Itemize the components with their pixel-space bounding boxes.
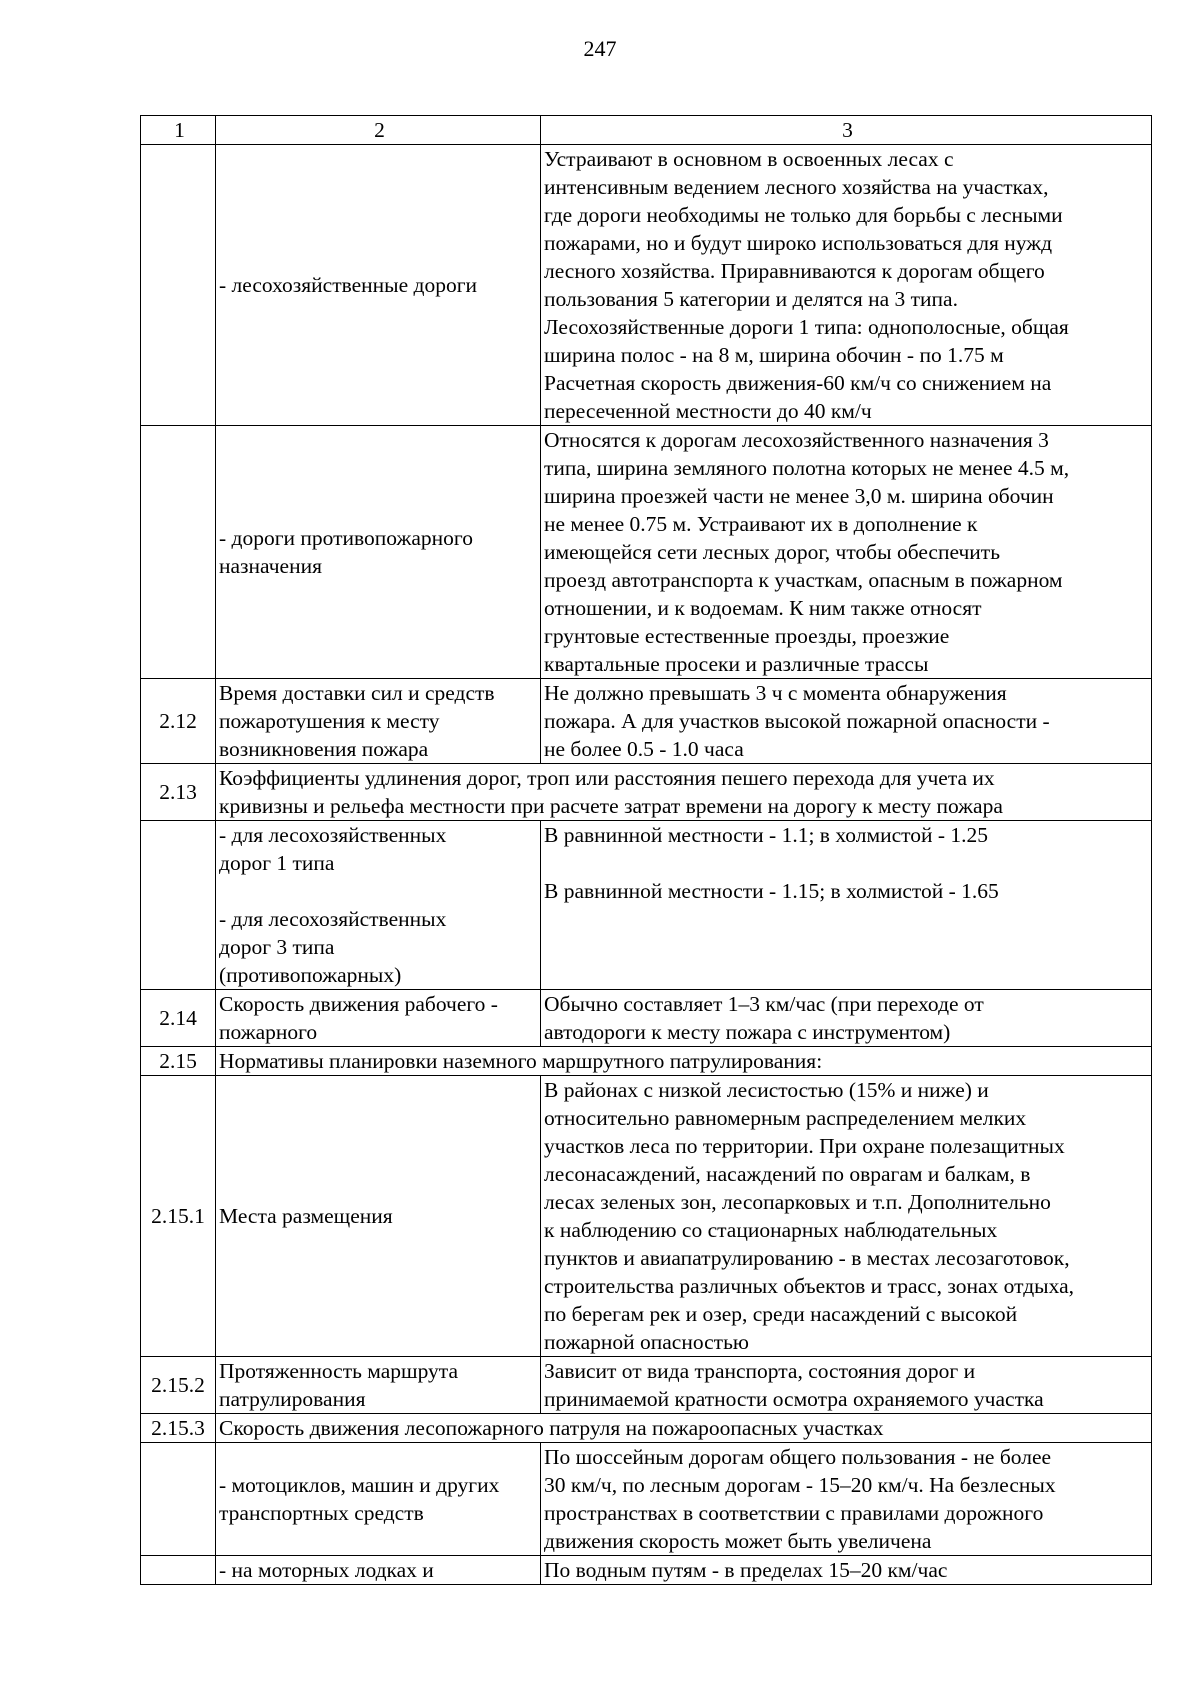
row-number: 2.13	[141, 764, 216, 821]
row-description: Относятся к дорогам лесохозяйственного назначения 3 типа, ширина земляного полотна которых не менее 4.5 м, ширина проезжей части не менее 3,0 м. ширина обочин не менее 0.75 м. Устраивают их в дополнение к имеющейся сети лесных дорог, чтобы обеспечить проезд автотранспорта к участкам, опасным в пожарном отношении, и к водоемам. К ним также относят грунтовые естественные проезды, проезжие квартальные просеки и различные трассы	[541, 426, 1152, 679]
row-number	[141, 145, 216, 426]
table-row	[141, 1443, 1152, 1556]
row-name: - для лесохозяйственных дорог 1 типа - для лесохозяйственных дорог 3 типа (противопожарных)	[216, 821, 541, 990]
page-number: 247	[583, 36, 617, 61]
row-description: По шоссейным дорогам общего пользования - не более 30 км/ч, по лесным дорогам - 15–20 км/ч. На безлесных пространствах в соответствии с правилами дорожного движения скорость может быть увеличена	[541, 1443, 1152, 1556]
table-row	[141, 1414, 1152, 1443]
row-name: Скорость движения рабочего - пожарного	[216, 990, 541, 1047]
row-description: Не должно превышать 3 ч с момента обнаружения пожара. А для участков высокой пожарной опасности - не более 0.5 - 1.0 часа	[541, 679, 1152, 764]
table-row	[141, 1076, 1152, 1357]
table-row	[141, 821, 1152, 990]
row-name: - лесохозяйственные дороги	[216, 145, 541, 426]
row-description: В районах с низкой лесистостью (15% и ниже) и относительно равномерным распределением мелких участков леса по территории. При охране полезащитных лесонасаждений, насаждений по оврагам и балкам, в лесах зеленых зон, лесопарковых и т.п. Дополнительно к наблюдению со стационарных наблюдательных пунктов и авиапатрулированию - в местах лесозаготовок, строительства различных объектов и трасс, зонах отдыха, по берегам рек и озер, среди насаждений с высокой пожарной опасностью	[541, 1076, 1152, 1357]
row-name: Время доставки сил и средств пожаротушения к месту возникновения пожара	[216, 679, 541, 764]
row-name: - мотоциклов, машин и других транспортных средств	[216, 1443, 541, 1556]
row-section-title: Скорость движения лесопожарного патруля на пожароопасных участках	[216, 1414, 1152, 1443]
row-name: Протяженность маршрута патрулирования	[216, 1357, 541, 1414]
row-description: Устраивают в основном в освоенных лесах с интенсивным ведением лесного хозяйства на участках, где дороги необходимы не только для борьбы с лесными пожарами, но и будут широко использоваться для нужд лесного хозяйства. Приравниваются к дорогам общего пользования 5 категории и делятся на 3 типа. Лесохозяйственные дороги 1 типа: однополосные, общая ширина полос - на 8 м, ширина обочин - по 1.75 м Расчетная скорость движения-60 км/ч со снижением на пересеченной местности до 40 км/ч	[541, 145, 1152, 426]
table-row	[141, 679, 1152, 764]
table-row	[141, 764, 1152, 821]
row-section-title: Нормативы планировки наземного маршрутного патрулирования:	[216, 1047, 1152, 1076]
row-description: Обычно составляет 1–3 км/час (при переходе от автодороги к месту пожара с инструментом)	[541, 990, 1152, 1047]
row-number: 2.12	[141, 679, 216, 764]
table-row	[141, 1047, 1152, 1076]
table-row	[141, 145, 1152, 426]
table-row	[141, 1357, 1152, 1414]
row-section-title: Коэффициенты удлинения дорог, троп или расстояния пешего перехода для учета их кривизны и рельефа местности при расчете затрат времени на дорогу к месту пожара	[216, 764, 1152, 821]
norms-table	[140, 115, 1152, 1585]
table-row	[141, 990, 1152, 1047]
row-number: 2.15.1	[141, 1076, 216, 1357]
row-number	[141, 821, 216, 990]
header-col-3: 3	[541, 116, 1152, 145]
table-row	[141, 426, 1152, 679]
header-col-2: 2	[216, 116, 541, 145]
row-name: - на моторных лодках и	[216, 1556, 541, 1585]
table-row	[141, 1556, 1152, 1585]
row-number	[141, 426, 216, 679]
row-description: Зависит от вида транспорта, состояния дорог и принимаемой кратности осмотра охраняемого участка	[541, 1357, 1152, 1414]
row-number: 2.14	[141, 990, 216, 1047]
row-description: По водным путям - в пределах 15–20 км/час	[541, 1556, 1152, 1585]
row-description: В равнинной местности - 1.1; в холмистой - 1.25 В равнинной местности - 1.15; в холмистой - 1.65	[541, 821, 1152, 990]
row-number: 2.15.3	[141, 1414, 216, 1443]
row-number	[141, 1556, 216, 1585]
header-col-1: 1	[141, 116, 216, 145]
row-name: - дороги противопожарного назначения	[216, 426, 541, 679]
row-number: 2.15	[141, 1047, 216, 1076]
table-header-row	[141, 116, 1152, 145]
row-name: Места размещения	[216, 1076, 541, 1357]
row-number	[141, 1443, 216, 1556]
row-number: 2.15.2	[141, 1357, 216, 1414]
